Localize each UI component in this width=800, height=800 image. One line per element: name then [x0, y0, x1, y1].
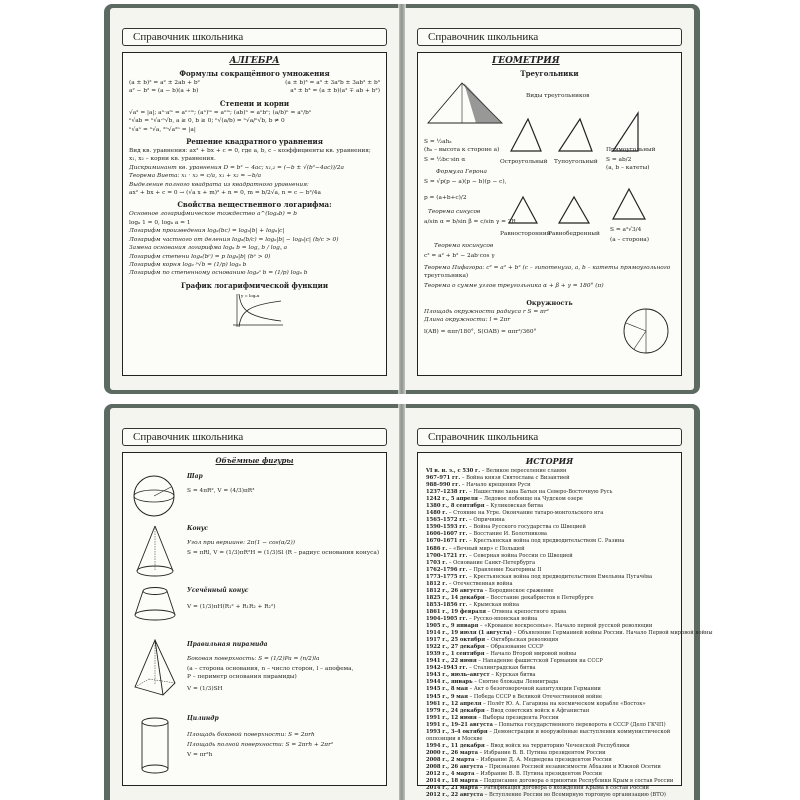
history-date: VI в. н. э., с 530 г. [426, 468, 481, 474]
history-date: 1991 г., 12 июня [426, 714, 477, 721]
formula: Логарифм по степенному основанию logₐᵖ b = (1/p) logₐ b [129, 270, 308, 277]
history-event [418, 743, 681, 750]
acute-triangle-icon [508, 115, 544, 155]
history-text: – Правление Екатерины II [467, 566, 542, 573]
history-date: 1944 г., январь [426, 679, 473, 686]
text-line: x₁, x₂ – корни кв. уравнения. [129, 156, 216, 163]
history-text: – Северная война России со Швецией [467, 552, 573, 559]
history-event [418, 524, 681, 531]
history-text: – Ввод советских войск в Афганистан [484, 707, 590, 714]
formula: p = (a+b+c)/2 [424, 195, 467, 201]
history-date: 1904–1905 гг. [426, 615, 468, 622]
notebook-top [104, 4, 700, 394]
page-header: Справочник школьника [122, 28, 387, 46]
history-text: – Великое переселение славян [480, 468, 567, 474]
history-text: – Полёт Ю. А. Гагарина на космическом корабле «Восток» [481, 700, 646, 707]
history-text: – Начало крещения Руси [460, 482, 531, 489]
history-event [418, 531, 681, 538]
text-line: (a – сторона) [610, 237, 650, 243]
cylinder-icon [137, 715, 173, 777]
history-text: – Восстание декабристов в Петербурге [484, 594, 594, 601]
circle-section: Окружность [526, 299, 573, 307]
cosines-title: Теорема косинусов [434, 243, 494, 249]
history-date: 988–990 гг. [426, 482, 461, 489]
history-date: 1670–1671 гг. [426, 538, 468, 545]
text-line: треугольника) [424, 273, 469, 279]
history-text: – Акт о безоговорочной капитуляции Германии [467, 686, 601, 693]
text-line: Вид кв. уравнения: ax² + bx + c = 0, где a, b, c – коэффициенты кв. уравнения; [129, 148, 371, 155]
formula: S = a²√3/4 [610, 227, 642, 233]
page-header: Справочник школьника [122, 428, 387, 446]
triangle-diagram [424, 79, 506, 127]
history-date: 967–971 гг. [426, 475, 461, 482]
history-date: 2008 г., 26 августа [426, 763, 484, 770]
algebra-section-log: Свойства вещественного логарифма: [177, 200, 332, 210]
formula: Замена основания логарифма logₐ b = log꜀ b / log꜀ a [129, 245, 288, 252]
history-text: – Куликовская битва [484, 503, 544, 510]
formula: ax² + bx + c = 0 → (√a x + m)² + n = 0, m = b/2√a, n = c − b²/4a [129, 190, 321, 197]
formula: l(AB) = απr/180°, S(OAB) = απr²/360° [424, 329, 537, 335]
history-date: 1941 г., 22 июня [426, 658, 477, 665]
text-line: Выделение полного квадрата из квадратного уравнения: [129, 181, 309, 188]
history-event [418, 694, 681, 701]
history-text: – Бородинское сражение [483, 587, 554, 594]
history-date: 1480 г. [426, 510, 448, 517]
formula: a/sin α = b/sin β = c/sin γ = 2R [424, 219, 516, 225]
history-text: – Начало Второй мировой войны [484, 651, 577, 658]
formula: Дискриминант кв. уравнения D = b² − 4ac; x₁,₂ = (−b ± √(b²−4ac))/2a [129, 164, 344, 171]
isosceles-label: Равнобедренный [548, 231, 600, 237]
history-text: – Крестьянская война под предводительством С. Разина [467, 538, 625, 545]
history-event [418, 517, 681, 524]
formula: logₐ 1 = 0, logₐ a = 1 [129, 219, 191, 226]
algebra-title: АЛГЕБРА [229, 56, 280, 66]
formula: Угол при вершине: 2π(1 − cos(α/2)) [187, 540, 295, 546]
history-text: – Война Русского государства со Швецией [467, 524, 586, 531]
frustum-label: Усечённый конус [187, 587, 249, 594]
history-date: 1914 г., 19 июля (1 августа) [426, 630, 512, 637]
formula: Логарифм степени logₐ(bᵖ) = p logₐ|b| (bᵖ > 0) [129, 253, 271, 260]
history-frame [417, 452, 713, 799]
history-event [418, 482, 681, 489]
history-date: 1945 г., 9 мая [426, 693, 468, 700]
algebra-section-powers: Степени и корни [219, 98, 290, 108]
history-date: 2008 г., 2 марта [426, 756, 475, 763]
history-event [418, 764, 681, 771]
formula: Длина окружности: l = 2πr [424, 317, 511, 323]
history-date: 1762–1796 гг. [426, 566, 468, 573]
formula: S = √p(p − a)(p − b)(p − c), [424, 179, 507, 185]
history-event [418, 757, 681, 764]
pythagoras: Теорема Пифагора: c² = a² + b² (c – гипотенуза, a, b – катеты прямоугольного [424, 265, 671, 271]
formula: S = ab/2 [606, 157, 632, 163]
history-text: – Крестьянская война под предводительством Емельяна Пугачёва [467, 573, 653, 580]
history-event [418, 771, 681, 778]
formula: c² = a² + b² − 2ab·cos γ [424, 253, 495, 259]
history-date: 1703 г. [426, 559, 448, 566]
formula: a³ ± b³ = (a ± b)(a² ∓ ab + b²) [290, 88, 380, 95]
history-event [418, 595, 681, 602]
history-date: 1590–1593 гг. [426, 524, 468, 531]
history-text: – Ввод войск на территорию Чеченской Республики [484, 742, 630, 749]
obtuse-triangle-icon [556, 115, 596, 155]
history-date: 1825 г., 14 декабря [426, 594, 485, 601]
notebook-bottom [104, 404, 713, 800]
heron-title: Формула Герона [436, 169, 487, 175]
formula: Логарифм частного от деления logₐ(b/c) = logₐ|b| − logₐ|c| (b/c > 0) [129, 236, 339, 243]
history-text: – Нападение фашистской Германии на СССР [476, 658, 603, 665]
history-text: – Выборы президента России [476, 714, 559, 721]
pyramid-label: Правильная пирамида [187, 641, 268, 648]
history-event [418, 602, 681, 609]
history-date: 1812 г. [426, 580, 448, 587]
history-date: 1979 г., 24 декабря [426, 707, 485, 714]
history-text: – Основание Санкт-Петербурга [447, 559, 536, 566]
history-list [418, 468, 713, 799]
history-text: – Образование СССР [484, 644, 544, 651]
history-text: – Признание Россией независимости Абхазии и Южной Осетии [483, 763, 661, 770]
history-text: – Курская битва [489, 672, 536, 679]
formula: Боковая поверхность: S = (1/2)Pa = (n/2)la [187, 656, 320, 662]
history-date: 1812 г., 26 августа [426, 587, 484, 594]
history-text: – Объявление Германией войны России. Начало Первой мировой войны [511, 630, 713, 637]
history-text: – Демонстрации и вооружённые выступления коммунистической [487, 728, 671, 735]
solids-title: Объёмные фигуры [215, 456, 294, 465]
history-event [418, 510, 681, 517]
history-date: 1242 г., 5 апреля [426, 496, 478, 503]
history-event [418, 546, 681, 553]
history-text: – Ратификация договора о вхождении Крыма в состав России [477, 785, 649, 792]
geometry-title: ГЕОМЕТРИЯ [492, 56, 560, 66]
history-text: – Восстание И. Болотникова [467, 531, 548, 538]
sphere-icon [131, 473, 177, 519]
history-date: 1993 г., 3–4 октября [426, 728, 488, 735]
history-date: 1994 г., 11 декабря [426, 742, 485, 749]
formula: S = ½bc·sin α [424, 157, 466, 163]
history-event [418, 736, 681, 743]
cylinder-label: Цилиндр [187, 715, 219, 722]
page-algebra [110, 8, 399, 390]
history-event [418, 609, 681, 616]
history-date: 1700–1721 гг. [426, 552, 468, 559]
equilateral-height-icon [610, 185, 648, 223]
history-text: – Отмена крепостного права [485, 608, 567, 615]
formula: Теорема Виета: x₁ · x₂ = c/a, x₁ + x₂ = −b/a [129, 173, 262, 180]
formula: ⁿ√aⁿ = ⁿ√a, ²ⁿ√a²ⁿ = |a| [129, 126, 196, 133]
circle-diagram [620, 303, 672, 359]
history-text: – Октябрьская революция [485, 637, 559, 644]
history-text: – Сталинградская битва [467, 665, 536, 672]
history-date: 1961 г., 12 апреля [426, 700, 482, 707]
history-text: – Отечественная война [447, 580, 513, 587]
formula: √a² = |a|; aⁿ·aᵐ = aⁿ⁺ᵐ; (aⁿ)ᵐ = aⁿᵐ; (ab)ⁿ = aⁿbⁿ; (a/b)ⁿ = aⁿ/bⁿ [129, 109, 312, 116]
text-line: P – периметр основания пирамиды) [187, 674, 297, 680]
history-date: 1686 г. [426, 545, 448, 552]
isosceles-triangle-icon [556, 193, 592, 227]
history-event [418, 503, 681, 510]
history-event [418, 616, 681, 623]
history-text: – Избрание В. В. Путина президентом России [477, 749, 606, 756]
obtuse-label: Тупоугольный [554, 159, 598, 165]
history-text: – Избрание В. В. Путина президентом России [474, 771, 602, 778]
geometry-frame [417, 52, 682, 376]
history-date: 1922 г., 27 декабря [426, 644, 485, 651]
history-date: 2014 г., 18 марта [426, 778, 478, 785]
pyramid-icon [131, 637, 179, 699]
history-event [418, 722, 681, 729]
history-date: 1945 г., 8 мая [426, 686, 468, 693]
history-date: 1237–1238 гг. [426, 489, 468, 496]
history-text: – Ледовое побоище на Чудском озере [477, 496, 583, 503]
history-event [418, 475, 681, 482]
right-label: Прямоугольный [606, 147, 656, 153]
history-date: 1943 г., июль–август [426, 672, 490, 679]
page-geometry [405, 8, 694, 390]
page-header: Справочник школьника [417, 428, 682, 446]
history-date: 2000 г., 26 марта [426, 749, 478, 756]
sphere-label: Шар [187, 473, 203, 480]
formula: ⁿ√ab = ⁿ√a·ⁿ√b, a ≥ 0, b ≥ 0; ⁿ√(a/b) = ⁿ√a/ⁿ√b, b ≠ 0 [129, 118, 285, 125]
history-event [418, 567, 681, 574]
history-text: – Снятие блокады Ленинграда [472, 679, 559, 686]
history-date: 1853–1856 гг. [426, 601, 468, 608]
history-text: – Опричнина [467, 517, 505, 524]
history-event [418, 538, 681, 545]
history-text: – Избрание Д. А. Медведева президентом России [474, 756, 612, 763]
history-text: – Подписание договора о принятии Республики Крым в состав России [477, 778, 674, 785]
history-date: 2012 г., 4 марта [426, 771, 475, 778]
history-event [418, 588, 681, 595]
algebra-section-quadratic: Решение квадратного уравнения [186, 137, 323, 147]
log-graph-label: y = logₐx [240, 292, 259, 298]
history-date: 1773–1775 гг. [426, 573, 468, 580]
history-date: 1861 г., 19 февраля [426, 608, 486, 615]
history-text: – Вступление России во Всемирную торговую организацию (ВТО) [483, 792, 666, 799]
history-event [418, 792, 681, 799]
acute-label: Остроугольный [500, 159, 548, 165]
history-text: оппозиции в Москве [426, 735, 483, 742]
formula: Логарифм корня logₐ ᵖ√b = (1/p) logₐ b [129, 261, 247, 268]
formula: V = (1/3)πH(R₁² + R₁R₂ + R₂²) [187, 604, 276, 610]
text-line: (a, b – катеты) [606, 165, 650, 171]
history-event [418, 574, 681, 581]
page-history [405, 408, 713, 800]
history-event [418, 581, 681, 588]
triangle-kinds-label: Виды треугольников [526, 93, 590, 99]
frustum-icon [131, 583, 179, 623]
history-event [418, 686, 681, 693]
history-date: 1606–1607 гг. [426, 531, 468, 538]
formula: a² − b² = (a − b)(a + b) [129, 88, 199, 95]
history-event [418, 701, 681, 708]
history-date: 1939 г., 1 сентября [426, 651, 485, 658]
sines-title: Теорема синусов [428, 209, 481, 215]
algebra-section-log-graph: График логарифмической функции [180, 280, 329, 290]
formula: (a ± b)³ = a³ ± 3a²b ± 3ab² ± b³ [285, 80, 380, 86]
text-line: (hₐ – высота к стороне a) [424, 147, 500, 153]
solids-frame [122, 452, 387, 786]
history-text: – «Вечный мир» с Польшей [447, 545, 525, 552]
page-solids [110, 408, 399, 800]
formula: S = πRl, V = (1/3)πR²H = (1/3)Sl (R – радиус основания конуса) [187, 550, 380, 556]
history-title: ИСТОРИЯ [525, 456, 574, 466]
page-header: Справочник школьника [417, 28, 682, 46]
history-event [418, 468, 681, 475]
history-event [418, 553, 681, 560]
history-date: 1565–1572 гг. [426, 517, 468, 524]
log-graph [225, 291, 285, 329]
formula: Логарифм произведения logₐ(bc) = logₐ|b| + logₐ|c| [129, 228, 285, 235]
cone-label: Конус [187, 525, 209, 532]
algebra-section-multiplication: Формулы сокращённого умножения [179, 69, 330, 78]
formula: V = (1/3)SH [187, 686, 223, 692]
history-text: – Русско-японская война [467, 615, 538, 622]
cone-icon [133, 523, 177, 579]
algebra-frame [122, 52, 387, 376]
history-date: 2014 г., 21 марта [426, 785, 478, 792]
formula: Площадь окружности радиуса r S = πr² [424, 309, 549, 315]
history-event [418, 729, 681, 736]
history-text: – Стояние на Угре. Окончание татаро-монгольского ига [447, 510, 604, 517]
history-date: 1917 г., 25 октября [426, 637, 486, 644]
angle-sum: Теорема о сумме углов треугольника α + β + γ = 180° (π) [424, 283, 604, 289]
history-text: – Война князя Святослава с Византией [460, 475, 570, 482]
history-date: 2012 г., 22 августа [426, 792, 484, 799]
history-text: – Нашествие хана Батыя на Северо-Восточную Русь [467, 489, 613, 496]
history-text: – Крымская война [467, 601, 520, 608]
history-event [418, 750, 681, 757]
history-date: 1905 г., 9 января [426, 623, 479, 630]
formula: S = 4πR², V = (4/3)πR³ [187, 488, 255, 494]
history-event [418, 708, 681, 715]
equilateral-label: Равносторонний [500, 231, 551, 237]
history-date: 1942–1943 гг. [426, 665, 468, 672]
history-date: 1991 г., 19–21 августа [426, 721, 493, 728]
history-event [418, 560, 681, 567]
formula: Площадь боковой поверхности: S = 2πrh [187, 732, 315, 738]
formula: V = πr²h [187, 752, 213, 758]
history-text: – Попытка государственного переворота в СССР (Дело ГКЧП) [492, 721, 666, 728]
formula: Основное логарифмическое тождество a^(logₐb) = b [129, 211, 298, 218]
history-text: – «Кровавое воскресенье». Начало первой русской революции [478, 623, 653, 630]
formula: Площадь полной поверхности: S = 2πrh + 2πr² [187, 742, 334, 748]
history-event [418, 715, 681, 722]
history-text: – Победа СССР в Великой Отечественной войне [467, 693, 602, 700]
formula: (a ± b)² = a² ± 2ab + b² [129, 80, 200, 86]
history-date: 1380 г., 8 сентября [426, 503, 485, 510]
text-line: (a – сторона основания, n – число сторон, l – апофема, [187, 666, 354, 672]
formula: S = ½ahₐ [424, 139, 452, 145]
geometry-section-triangles: Треугольники [520, 69, 579, 78]
